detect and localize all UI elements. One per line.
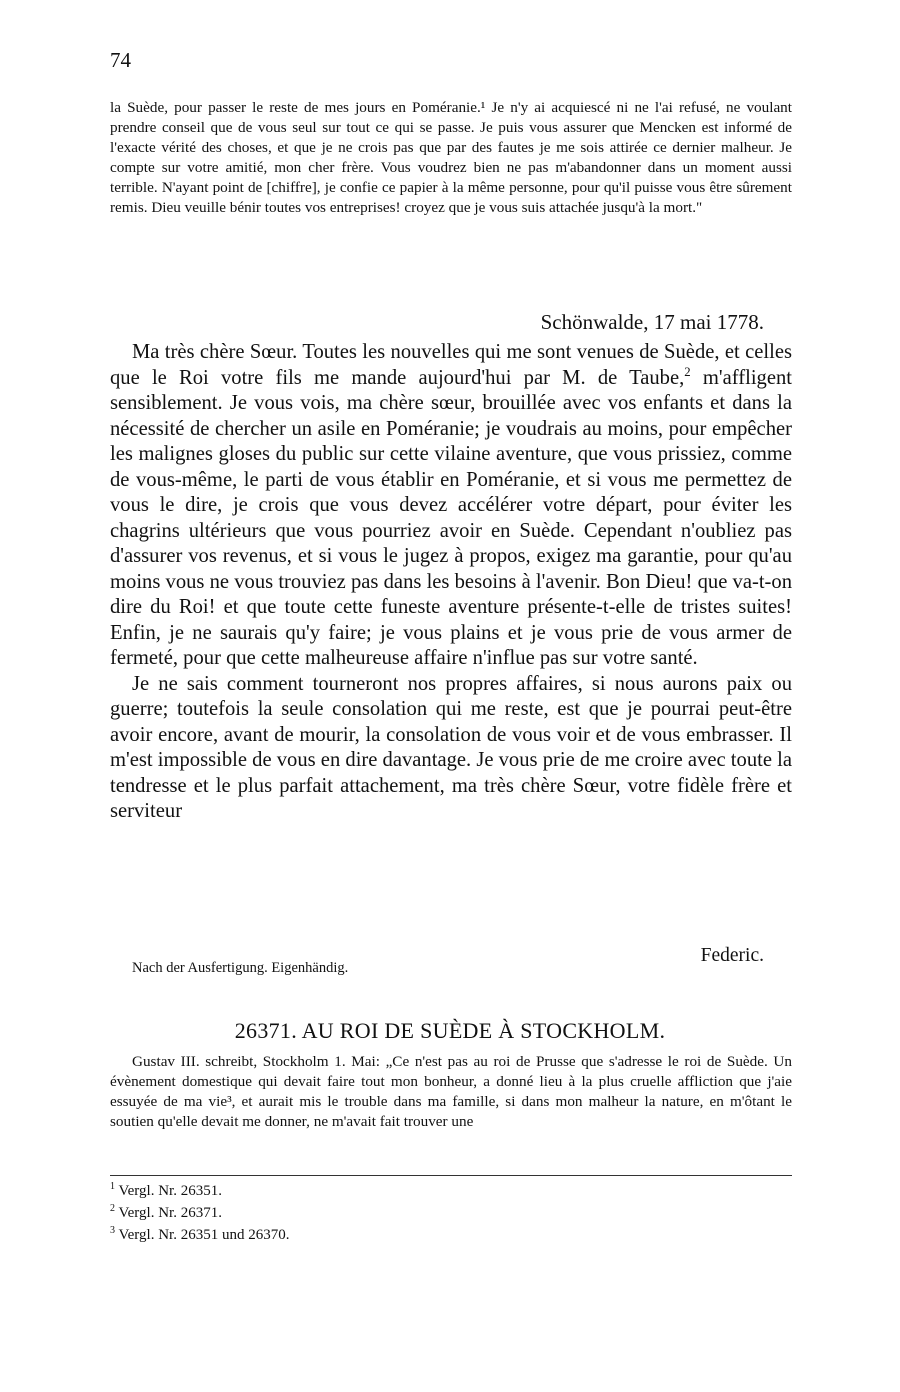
signature: Federic. [700, 945, 764, 966]
letter-paragraph-1 [110, 340, 792, 672]
letter-paragraph-1-part-1: Ma très chère Sœur. Toutes les nouvelles qui me sont venues de Suède, et celles que le Roi votre fils me mande aujourd'hui par M. de Taube, [110, 341, 792, 389]
footnote-ref-2: 2 [684, 364, 691, 379]
footnote-3 [110, 1224, 289, 1246]
footnote-text: Vergl. Nr. 26351. [118, 1183, 222, 1199]
footnote-divider [110, 1175, 792, 1176]
resume-paragraph: Gustav III. schreibt, Stockholm 1. Mai: „Ce n'est pas au roi de Prusse que s'adresse le roi de Suède. Un évènement domestique qui devait faire tout mon bonheur, a donné lieu à la plus cruelle affliction que j'aie essuyée de ma vie³, et aurait mis le trouble dans ma famille, si dans mon malheur la nature, en m'ôtant le soutien qu'elle devait me donner, ne m'avait fait trouver une [110, 1053, 792, 1131]
footnote-mark: 1 [110, 1181, 115, 1192]
letter-paragraph-1-part-2: m'affligent sensiblement. Je vous vois, ma chère sœur, brouillée avec vos enfants et dans la nécessité de chercher un asile en Poméranie; je voudrais au moins, pour empêcher les malignes gloses du public sur cette vilaine aventure, que vous prissiez, comme de vous-même, le parti de vous établir en Poméranie, et si vous me permettez de vous le dire, je crois que vous devez accélérer votre départ, pour éviter les chagrins ultérieurs que vous pourriez avoir en Suède. Cependant n'oubliez pas d'assurer vos revenus, et si vous le jugez à propos, exigez ma garantie, pour qu'au moins vous ne vous trouviez pas dans les besoins à l'avenir. Bon Dieu! que va-t-on dire du Roi! et que toute cette funeste aventure présente-t-elle de tristes suites! Enfin, je ne saurais qu'y faire; je vous plains et je vous prie de vous armer de fermeté, pour que cette malheureuse affaire n'influe pas sur votre santé. [110, 366, 792, 669]
footnote-1 [110, 1180, 289, 1202]
section-heading: 26371. AU ROI DE SUÈDE À STOCKHOLM. [234, 1018, 666, 1043]
footnote-mark: 2 [110, 1203, 115, 1214]
letter-dateline: Schönwalde, 17 mai 1778. [540, 310, 764, 334]
footnote-2 [110, 1202, 289, 1224]
footnote-mark: 3 [110, 1225, 115, 1236]
letter-body [110, 340, 792, 825]
footnotes [110, 1180, 289, 1246]
footnote-text: Vergl. Nr. 26351 und 26370. [118, 1227, 290, 1243]
letter-paragraph-2: Je ne sais comment tourneront nos propres affaires, si nous aurons paix ou guerre; toutefois la seule consolation qui me reste, est que je pourrai peut-être avoir encore, avant de mourir, la consolation de vous voir et de vous embrasser. Il m'est impossible de vous en dire davantage. Je vous prie de me croire avec toute la tendresse et le plus parfait attachement, ma très chère Sœur, votre fidèle frère et serviteur [110, 672, 792, 822]
footnote-text: Vergl. Nr. 26371. [118, 1205, 222, 1221]
quoted-letter-text: la Suède, pour passer le reste de mes jours en Poméranie.¹ Je n'y ai acquiescé ni ne l'ai refusé, ne voulant prendre conseil que de vous seul sur tout ce qui se passe. Je puis vous assurer que Mencken est informé de l'exacte vérité des choses, et que je ne crois pas que par des fautes je me sois attirée ce dernier malheur. Je compte sur votre amitié, mon cher frère. Vous voudrez bien ne pas m'abandonner dans un moment aussi terrible. N'ayant point de [chiffre], je confie ce papier à la même personne, pour qu'il puisse vous être sûrement remis. Dieu veuille bénir toutes vos entreprises! croyez que je vous suis attachée jusqu'à la mort." [110, 99, 792, 217]
page-number: 74 [110, 48, 131, 72]
source-note: Nach der Ausfertigung. Eigenhändig. [132, 960, 349, 976]
